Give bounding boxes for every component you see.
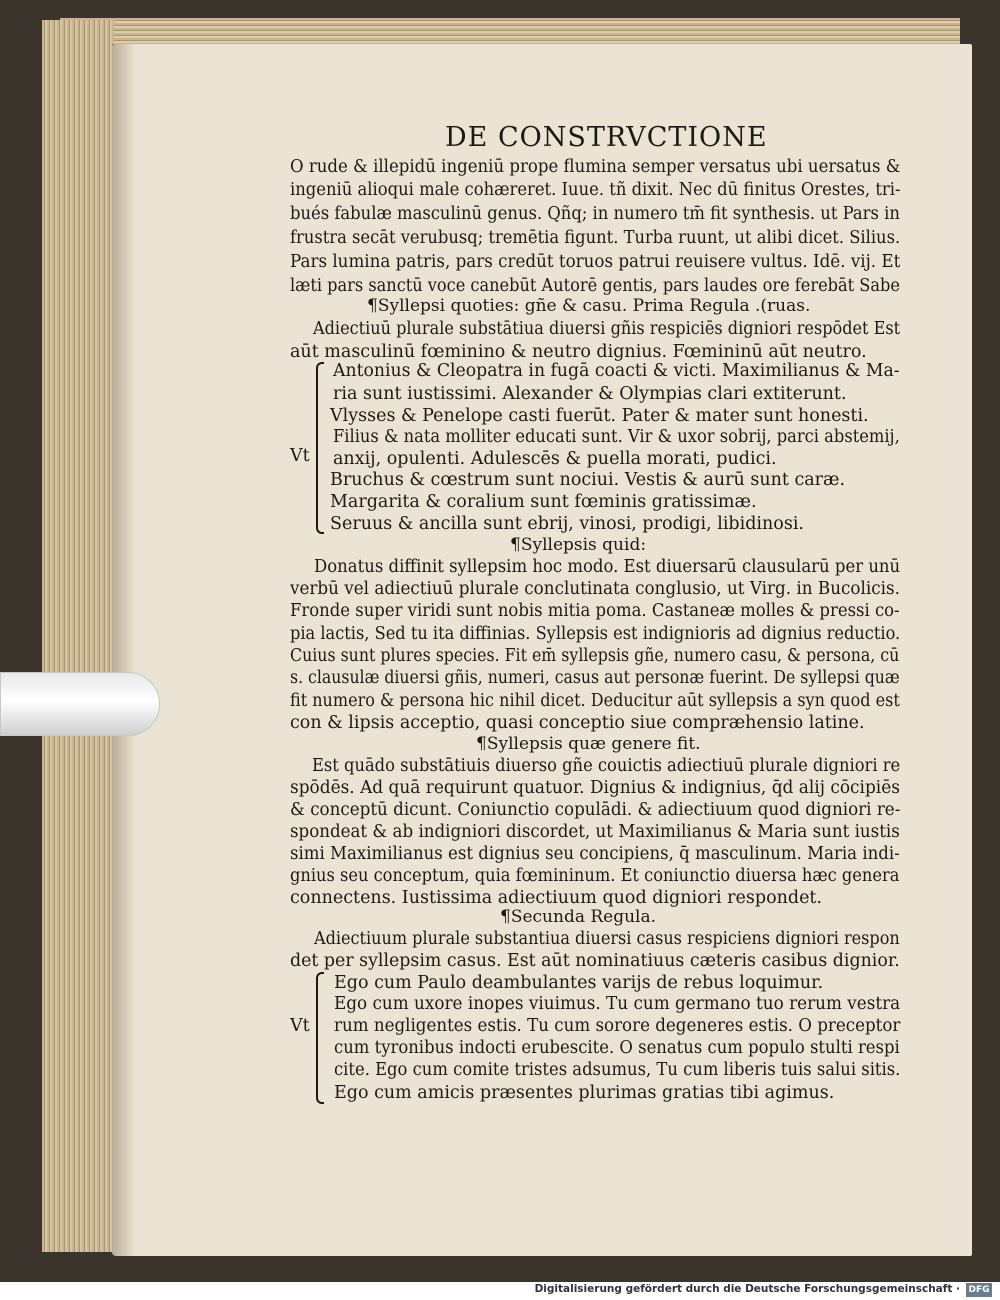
page-heading: DE CONSTRVCTIONE bbox=[445, 122, 768, 153]
example-line: Ego cum uxore inopes viuimus. Tu cum germano tuo rerum vestra bbox=[334, 994, 901, 1014]
text-line: Adiectiuum plurale substantiua diuersi casus respiciens digniori respon bbox=[314, 929, 900, 949]
text-line: s. clausulæ diuersi gñis, numeri, casus aut personæ fuerint. De syllepsi quæ bbox=[290, 668, 900, 688]
text-line: verbū vel adiectiuū plurale conclutinata conglusio, ut Virg. in Bucolicis. bbox=[290, 579, 900, 599]
example-line: cite. Ego cum comite tristes adsumus, Tu cum liberis tuis salui sitis. bbox=[334, 1060, 901, 1080]
example-line: rum negligentes estis. Tu cum sorore degeneres estis. O preceptor bbox=[334, 1016, 901, 1036]
page-edges-left bbox=[42, 20, 114, 1252]
text-line: O rude & illepidū ingeniū prope flumina semper versatus ubi uersatus & bbox=[290, 157, 901, 177]
text-line: Cuius sunt plures species. Fit em̄ syllepsis gñe, numero casu, & persona, cū bbox=[290, 646, 900, 666]
text-line: det per syllepsim casus. Est aūt nominatiuus cæteris casibus dignior. bbox=[290, 951, 900, 971]
text-line: simi Maximilianus est dignius seu concipiens, q̄ masculinum. Maria indi- bbox=[290, 844, 900, 864]
example-line: Margarita & coralium sunt fœminis gratissimæ. bbox=[330, 492, 757, 512]
funding-credit: Digitalisierung gefördert durch die Deutsche Forschungsgemeinschaft · bbox=[534, 1283, 960, 1295]
example-line: ria sunt iustissimi. Alexander & Olympias clari extiterunt. bbox=[333, 384, 847, 404]
text-line: spondeat & ab indigniori discordet, ut Maximilianus & Maria sunt iustis bbox=[290, 822, 900, 842]
example-line: anxij, opulenti. Adulescēs & puella morati, pudici. bbox=[333, 449, 777, 469]
text-line: & conceptū dicunt. Coniunctio copulādi. & adiectiuum quod digniori re- bbox=[290, 800, 901, 820]
rubric-heading: ¶Syllepsis quid: bbox=[510, 535, 647, 555]
text-line: gnius seu conceptum, quia fœmininum. Et coniunctio diuersa hæc genera bbox=[290, 866, 900, 886]
vt-label: Vt bbox=[290, 1016, 310, 1036]
text-line: frustra secāt verubusq; tremētia figunt. Turba ruunt, ut alibi dicet. Silius. bbox=[290, 228, 901, 248]
example-line: Bruchus & cœstrum sunt nociui. Vestis & aurū sunt caræ. bbox=[330, 470, 846, 490]
text-line: Donatus diffinit syllepsim hoc modo. Est diuersarū clausularū per unū bbox=[314, 557, 901, 577]
example-line: Seruus & ancilla sunt ebrij, vinosi, prodigi, libidinosi. bbox=[330, 514, 804, 534]
glass-clamp bbox=[0, 672, 160, 736]
example-line: Ego cum Paulo deambulantes varijs de rebus loquimur. bbox=[334, 973, 824, 993]
example-line: Vlysses & Penelope casti fuerūt. Pater & mater sunt honesti. bbox=[330, 406, 869, 426]
text-line: pia lactis, Sed tu ita diffinias. Syllepsis est indignioris ad dignius reductio. bbox=[290, 624, 901, 644]
text-line: ingeniū alioqui male cohæreret. Iuue. tñ dixit. Nec dū finitus Orestes, tri- bbox=[290, 180, 901, 200]
example-line: cum tyronibus indocti erubescite. O senatus cum populo stulti respi bbox=[334, 1038, 900, 1058]
rubric-heading: ¶Syllepsi quoties: gñe & casu. Prima Regula .(ruas. bbox=[367, 296, 811, 316]
text-line: con & lipsis acceptio, quasi conceptio siue compræhensio latine. bbox=[290, 713, 865, 733]
text-line: Fronde super viridi sunt nobis mitia poma. Castaneæ molles & pressi co- bbox=[290, 601, 900, 621]
bracket bbox=[316, 362, 324, 534]
text-line: Adiectiuū plurale substātiua diuersi gñis respiciēs digniori respōdet Est bbox=[313, 319, 901, 339]
example-line: Filius & nata molliter educati sunt. Vir & uxor sobrij, parci abstemij, bbox=[333, 427, 900, 447]
vt-label: Vt bbox=[290, 446, 310, 466]
example-line: Ego cum amicis præsentes plurimas gratias tibi agimus. bbox=[334, 1083, 835, 1103]
dfg-logo: DFG bbox=[966, 1283, 992, 1297]
text-line: aūt masculinū fœminino & neutro dignius. Fœmininū aūt neutro. bbox=[290, 342, 867, 362]
rubric-heading: ¶Syllepsis quæ genere fit. bbox=[476, 734, 701, 754]
text-line: Pars lumina patris, pars credūt toruos patrui reuisere vultus. Idē. vij. Et bbox=[290, 252, 901, 272]
text-line: Est quādo substātiuis diuerso gñe couictis adiectiuū plurale digniori re bbox=[312, 756, 901, 776]
text-line: læti pars sanctū voce canebūt Autorē gentis, pars laudes ore ferebāt Sabe bbox=[290, 276, 900, 296]
text-line: connectens. Iustissima adiectiuum quod digniori respondet. bbox=[290, 888, 823, 908]
text-line: fit numero & persona hic nihil dicet. Deducitur aūt syllepsis a syn quod est bbox=[290, 691, 900, 711]
text-line: bués fabulæ masculinū genus. Qñq; in numero tm̄ fit synthesis. ut Pars in bbox=[290, 204, 900, 224]
bracket bbox=[316, 972, 324, 1104]
text-line: spōdēs. Ad quā requirunt quatuor. Dignius & indignius, q̄d alij cōcipiēs bbox=[290, 778, 900, 798]
example-line: Antonius & Cleopatra in fugā coacti & victi. Maximilianus & Ma- bbox=[333, 361, 900, 381]
rubric-heading: ¶Secunda Regula. bbox=[500, 907, 657, 927]
